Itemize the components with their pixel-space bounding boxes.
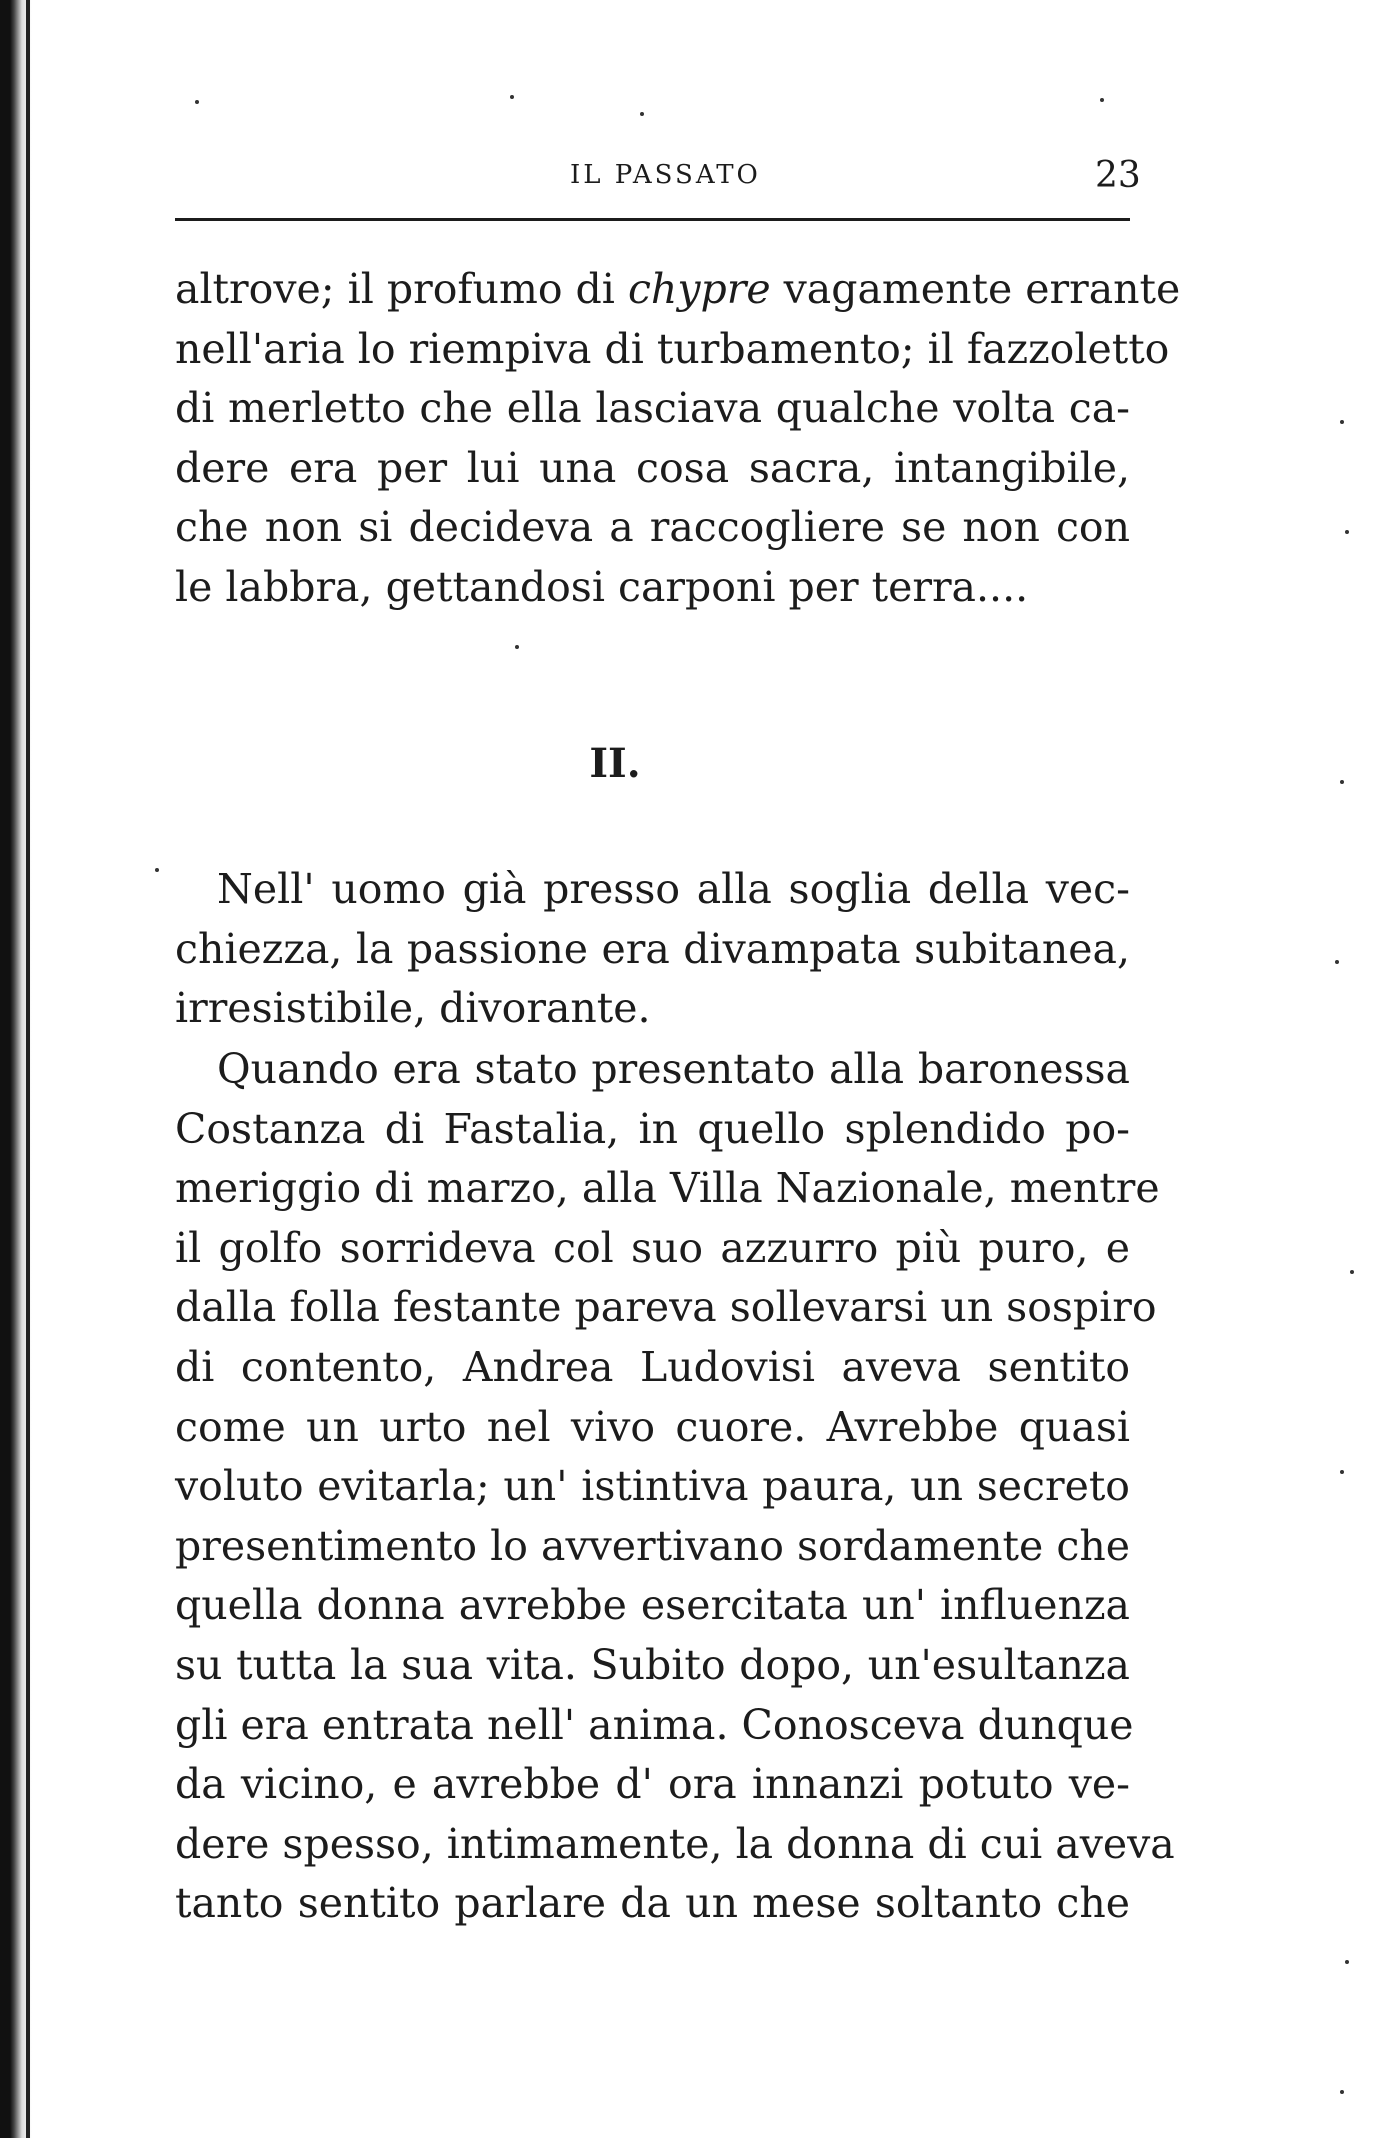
scan-speck — [1345, 530, 1349, 534]
text-line: come un urto nel vivo cuore. Avrebbe quasi — [175, 1402, 1130, 1451]
page-number: 23 — [1095, 155, 1141, 196]
text-line: dere era per lui una cosa sacra, intangibile, — [175, 443, 1130, 492]
text-line: Nell' uomo già presso alla soglia della vec- — [217, 865, 1130, 913]
text-line: gli era entrata nell' anima. Conosceva dunque — [175, 1700, 1134, 1749]
binding-rule — [26, 0, 30, 2138]
italic-word: chypre — [627, 265, 771, 313]
text-line: di merletto che ella lasciava qualche volta ca- — [175, 384, 1130, 433]
text-line: le labbra, gettandosi carponi per terra.... — [175, 562, 1029, 611]
scan-speck — [640, 112, 644, 116]
text-line: irresistibile, divorante. — [175, 984, 651, 1033]
paragraph-2 — [175, 860, 1130, 1039]
scan-speck — [1340, 780, 1344, 784]
chapter-heading: II. — [589, 740, 641, 787]
scan-speck — [515, 645, 519, 649]
scan-speck — [1340, 2090, 1344, 2094]
text-line: nell'aria lo riempiva di turbamento; il fazzoletto — [175, 324, 1170, 373]
text-line: dalla folla festante pareva sollevarsi un sospiro — [175, 1283, 1157, 1332]
text-line: Quando era stato presentato alla baronessa — [217, 1045, 1130, 1093]
text-line — [175, 260, 1181, 320]
scan-speck — [1350, 1270, 1354, 1274]
scan-speck — [1340, 1470, 1344, 1474]
text-line: meriggio di marzo, alla Villa Nazionale, mentre — [175, 1164, 1160, 1213]
paragraph-1 — [175, 260, 1181, 618]
text-line: tanto sentito parlare da un mese soltanto che — [175, 1879, 1130, 1928]
text-line: Costanza di Fastalia, in quello splendido po- — [175, 1104, 1130, 1153]
text-line: dere spesso, intimamente, la donna di cui aveva — [175, 1819, 1175, 1868]
scan-speck — [1345, 1960, 1349, 1964]
text-line: quella donna avrebbe esercitata un' influenza — [175, 1581, 1130, 1630]
header-rule — [175, 218, 1130, 221]
text-line: chiezza, la passione era divampata subitanea, — [175, 924, 1130, 973]
paragraph-3 — [175, 1040, 1175, 1934]
running-head: IL PASSATO — [570, 160, 761, 190]
text-line: di contento, Andrea Ludovisi aveva sentito — [175, 1342, 1130, 1391]
scan-speck — [510, 95, 514, 99]
page-binding-edge — [0, 0, 40, 2138]
text-line: il golfo sorrideva col suo azzurro più puro, e — [175, 1223, 1130, 1272]
scan-speck — [1100, 98, 1104, 102]
scan-speck — [195, 100, 199, 104]
text-line: su tutta la sua vita. Subito dopo, un'esultanza — [175, 1640, 1130, 1689]
scan-speck — [1340, 420, 1344, 424]
text-span: vagamente errante — [770, 265, 1181, 313]
text-line: voluto evitarla; un' istintiva paura, un secreto — [175, 1462, 1130, 1511]
text-line: che non si decideva a raccogliere se non con — [175, 503, 1130, 552]
text-span: altrove; il profumo di — [175, 265, 628, 313]
text-line: presentimento lo avvertivano sordamente che — [175, 1521, 1130, 1570]
text-line: da vicino, e avrebbe d' ora innanzi potuto ve- — [175, 1760, 1130, 1809]
scan-speck — [1335, 960, 1339, 964]
scan-speck — [155, 868, 159, 872]
